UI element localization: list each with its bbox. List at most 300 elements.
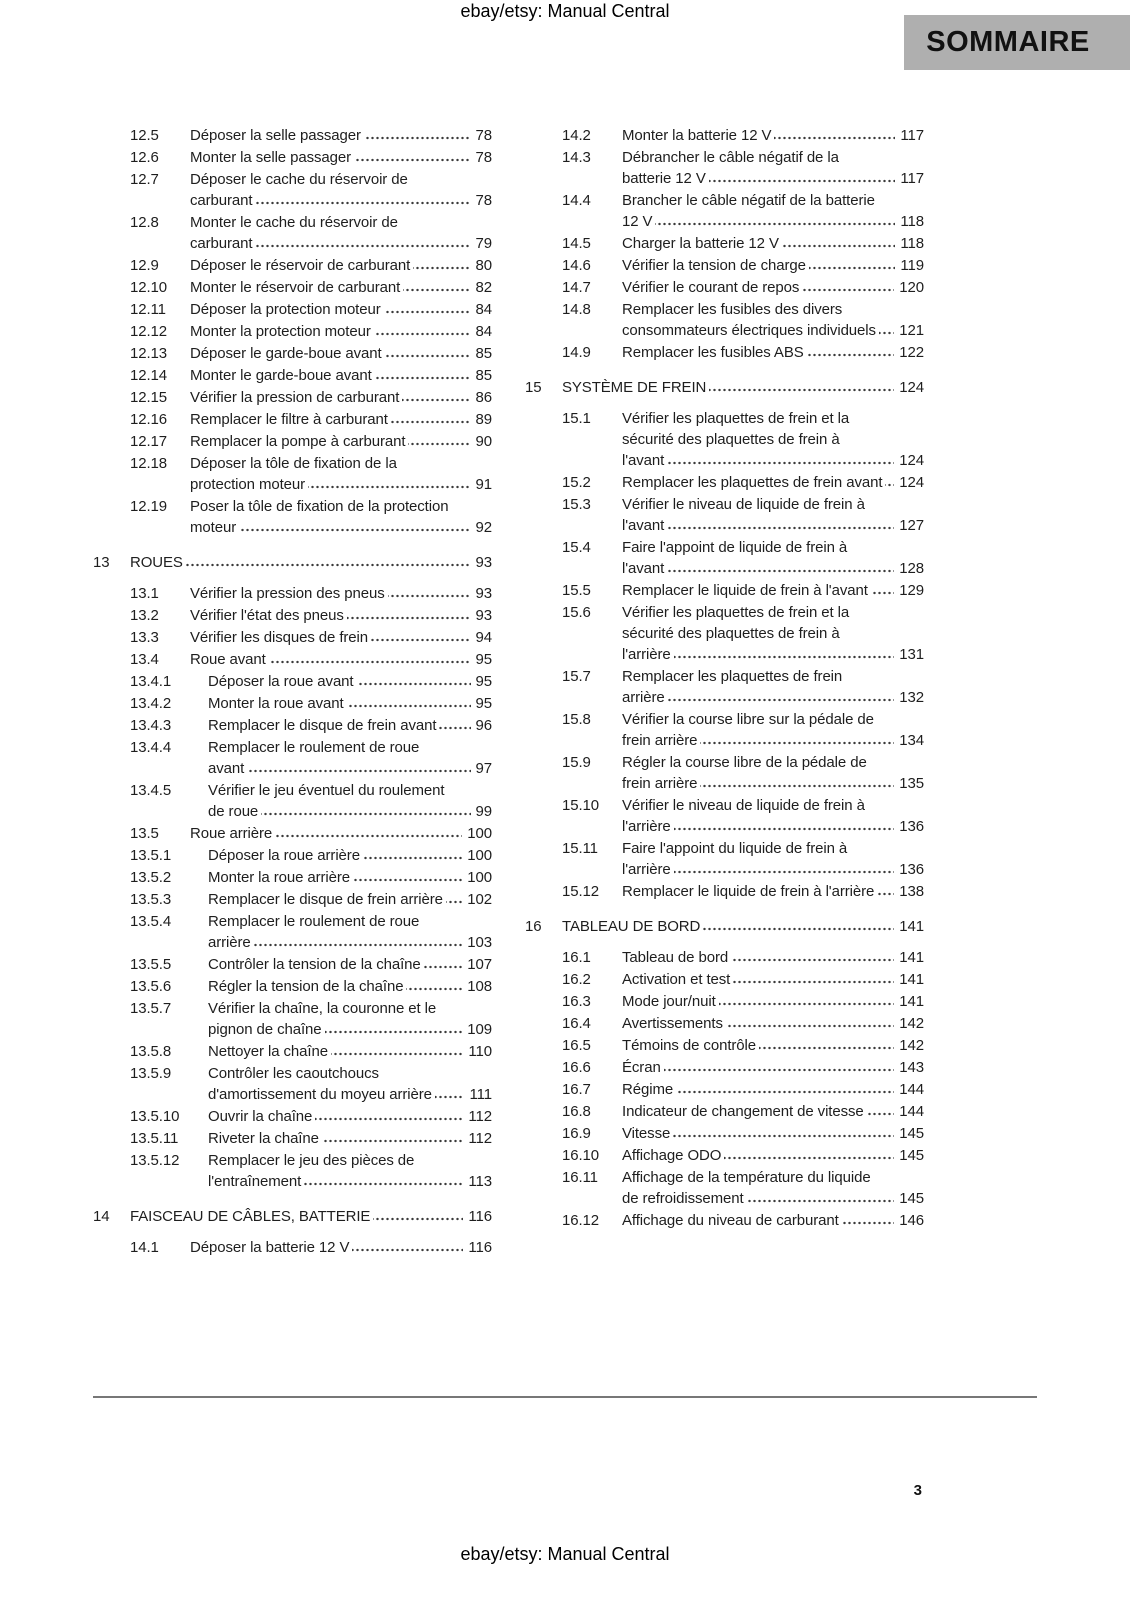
toc-entry-body — [622, 991, 924, 1012]
toc-entry-row — [525, 1035, 924, 1056]
toc-entry-title: Monter la protection moteur — [190, 323, 374, 340]
toc-entry-row — [93, 911, 492, 953]
toc-entry-row — [525, 125, 924, 146]
toc-entry-number: 14.8 — [562, 301, 591, 318]
toc-entry-page: 144 — [894, 1079, 924, 1100]
toc-entry-number: 12.15 — [130, 389, 168, 406]
toc-entry-title: Remplacer le jeu des pièces de l'entraînement — [208, 1152, 415, 1190]
toc-entry-number: 13.4.3 — [130, 717, 172, 734]
toc-entry-title: Contrôler les caoutchoucs d'amortissement du moyeu arrière — [208, 1065, 435, 1103]
toc-entry-number: 13.5.10 — [130, 1108, 180, 1125]
toc-entry-number: 14.9 — [562, 344, 591, 361]
toc-entry-page: 110 — [463, 1041, 492, 1062]
toc-entry-number: 13.5.3 — [130, 891, 172, 908]
toc-entry-page: 143 — [894, 1057, 924, 1078]
toc-entry-title: Mode jour/nuit — [622, 993, 719, 1010]
toc-entry-page: 119 — [895, 255, 924, 276]
toc-entry-body — [622, 1167, 924, 1209]
toc-entry-number: 13.4 — [130, 651, 159, 668]
toc-entry-page: 93 — [471, 552, 493, 573]
toc-entry-title: Remplacer la pompe à carburant — [190, 433, 408, 450]
toc-entry-page: 141 — [894, 947, 924, 968]
toc-entry-page: 141 — [894, 991, 924, 1012]
toc-entry-body — [208, 1106, 492, 1127]
toc-entry-page: 144 — [894, 1101, 924, 1122]
toc-entry-title: Vérifier le courant de repos — [622, 279, 802, 296]
toc-entry-title: Riveter la chaîne — [208, 1130, 322, 1147]
toc-entry-title: Remplacer les plaquettes de frein arrière — [622, 668, 843, 706]
toc-entry-number: 13.4.5 — [130, 782, 172, 799]
toc-entry-number: 16.12 — [562, 1212, 600, 1229]
toc-entry-page: 117 — [895, 125, 924, 146]
toc-entry-page: 142 — [894, 1035, 924, 1056]
toc-entry-number: 16.2 — [562, 971, 591, 988]
toc-entry-body — [190, 365, 492, 386]
toc-entry-number: 15.3 — [562, 496, 591, 513]
toc-entry-row — [93, 737, 492, 779]
toc-entry-body — [622, 881, 924, 902]
toc-entry-body — [622, 1101, 924, 1122]
toc-entry-title: Monter le réservoir de carburant — [190, 279, 403, 296]
toc-entry-body — [562, 916, 924, 937]
toc-entry-title: Régler la course libre de la pédale de frein arrière — [622, 754, 867, 792]
toc-entry-title: Remplacer le liquide de frein à l'arrière — [622, 883, 877, 900]
toc-entry-number: 13 — [93, 554, 110, 571]
toc-entry-title: Remplacer le liquide de frein à l'avant — [622, 582, 871, 599]
toc-entry-row — [93, 255, 492, 276]
toc-entry-row — [525, 494, 924, 536]
toc-entry-page: 90 — [471, 431, 493, 452]
toc-entry-number: 16.5 — [562, 1037, 591, 1054]
toc-entry-page: 95 — [471, 649, 493, 670]
toc-entry-body — [622, 1035, 924, 1056]
toc-entry-number: 15.1 — [562, 410, 591, 427]
toc-entry-row — [93, 649, 492, 670]
toc-entry-row — [525, 277, 924, 298]
page-header-title: ebay/etsy: Manual Central — [460, 1, 670, 21]
toc-entry-title: Affichage de la température du liquide de refroidissement — [622, 1169, 871, 1207]
toc-entry-page: 131 — [894, 644, 924, 665]
toc-entry-row — [93, 125, 492, 146]
toc-entry-row — [525, 969, 924, 990]
toc-entry-title: Monter la roue arrière — [208, 869, 353, 886]
toc-entry-row — [93, 1106, 492, 1127]
toc-entry-title: Remplacer les plaquettes de frein avant — [622, 474, 885, 491]
toc-entry-page: 141 — [894, 969, 924, 990]
toc-entry-row — [93, 671, 492, 692]
toc-entry-row — [525, 147, 924, 189]
toc-entry-page: 84 — [471, 299, 493, 320]
toc-entry-row — [93, 823, 492, 844]
toc-content — [93, 125, 925, 1259]
toc-entry-body — [190, 605, 492, 626]
toc-entry-row — [93, 605, 492, 626]
toc-entry-title: Faire l'appoint du liquide de frein à l'arrière — [622, 840, 848, 878]
toc-entry-number: 13.5.12 — [130, 1152, 180, 1169]
toc-entry-body — [208, 780, 492, 822]
toc-entry-title: Déposer le cache du réservoir de carburant — [190, 171, 408, 209]
toc-entry-title: Régler la tension de la chaîne — [208, 978, 406, 995]
toc-entry-page: 78 — [471, 125, 493, 146]
toc-entry-row — [525, 795, 924, 837]
toc-entry-page: 118 — [895, 211, 924, 232]
toc-entry-body — [622, 580, 924, 601]
toc-entry-page: 124 — [894, 450, 924, 471]
toc-entry-page: 145 — [894, 1123, 924, 1144]
toc-entry-number: 15 — [525, 379, 542, 396]
toc-entry-page: 102 — [462, 889, 492, 910]
toc-entry-title: ROUES — [130, 554, 186, 571]
toc-entry-title: Affichage du niveau de carburant — [622, 1212, 842, 1229]
toc-entry-number: 15.8 — [562, 711, 591, 728]
toc-entry-body — [190, 496, 492, 538]
toc-entry-body — [622, 299, 924, 341]
toc-entry-title: Déposer le réservoir de carburant — [190, 257, 413, 274]
toc-entry-row — [525, 537, 924, 579]
toc-entry-body — [622, 190, 924, 232]
toc-entry-title: Déposer la protection moteur — [190, 301, 384, 318]
toc-entry-body — [622, 795, 924, 837]
toc-entry-row — [93, 1063, 492, 1105]
toc-entry-title: Ouvrir la chaîne — [208, 1108, 315, 1125]
toc-entry-body — [190, 169, 492, 211]
toc-entry-number: 13.4.4 — [130, 739, 172, 756]
toc-entry-title: Remplacer les fusibles des divers consommateurs électriques individuels — [622, 301, 879, 339]
toc-entry-title: Monter le cache du réservoir de carburant — [190, 214, 398, 252]
toc-entry-title: Nettoyer la chaîne — [208, 1043, 331, 1060]
toc-entry-title: Remplacer le roulement de roue arrière — [208, 913, 420, 951]
toc-entry-body — [622, 969, 924, 990]
toc-entry-body — [622, 838, 924, 880]
toc-entry-title: Roue arrière — [190, 825, 275, 842]
toc-entry-page: 78 — [471, 190, 493, 211]
toc-entry-number: 12.10 — [130, 279, 168, 296]
toc-entry-page: 142 — [894, 1013, 924, 1034]
toc-entry-row — [525, 1057, 924, 1078]
toc-entry-page: 96 — [471, 715, 493, 736]
toc-entry-page: 78 — [471, 147, 493, 168]
toc-entry-title: Remplacer le disque de frein avant — [208, 717, 439, 734]
toc-entry-title: Remplacer les fusibles ABS — [622, 344, 807, 361]
toc-entry-row — [525, 342, 924, 363]
toc-entry-page: 146 — [894, 1210, 924, 1231]
toc-entry-body — [622, 947, 924, 968]
toc-entry-title: Remplacer le roulement de roue avant — [208, 739, 420, 777]
toc-entry-body — [622, 233, 924, 254]
toc-column-right — [525, 125, 924, 1259]
toc-entry-row — [93, 1128, 492, 1149]
toc-column-left — [93, 125, 492, 1259]
toc-entry-page: 145 — [894, 1145, 924, 1166]
toc-entry-row — [93, 169, 492, 211]
toc-entry-page: 108 — [462, 976, 492, 997]
toc-entry-title: Débrancher le câble négatif de la batterie 12 V — [622, 149, 839, 187]
toc-entry-page: 128 — [894, 558, 924, 579]
toc-entry-body — [622, 666, 924, 708]
toc-entry-title: Tableau de bord — [622, 949, 731, 966]
toc-entry-body — [562, 377, 924, 398]
toc-entry-number: 12.16 — [130, 411, 168, 428]
toc-entry-title: Vitesse — [622, 1125, 673, 1142]
toc-entry-body — [622, 342, 924, 363]
toc-entry-row — [93, 1041, 492, 1062]
toc-entry-title: Vérifier la course libre sur la pédale de frein arrière — [622, 711, 874, 749]
toc-entry-body — [622, 494, 924, 536]
toc-entry-number: 14.4 — [562, 192, 591, 209]
toc-entry-title: Écran — [622, 1059, 664, 1076]
toc-entry-page: 84 — [471, 321, 493, 342]
toc-entry-page: 138 — [894, 881, 924, 902]
toc-entry-row — [93, 387, 492, 408]
toc-entry-body — [190, 255, 492, 276]
toc-entry-row — [93, 277, 492, 298]
toc-entry-row — [93, 321, 492, 342]
toc-entry-number: 13.5.11 — [130, 1130, 179, 1147]
toc-entry-title: Contrôler la tension de la chaîne — [208, 956, 424, 973]
toc-entry-number: 12.7 — [130, 171, 159, 188]
toc-entry-row — [93, 147, 492, 168]
toc-entry-row — [93, 212, 492, 254]
toc-entry-page: 85 — [471, 365, 493, 386]
toc-entry-number: 13.4.2 — [130, 695, 172, 712]
toc-entry-page: 145 — [894, 1188, 924, 1209]
toc-entry-body — [208, 998, 492, 1040]
toc-entry-body — [622, 277, 924, 298]
page-footer-title: ebay/etsy: Manual Central — [460, 1544, 670, 1564]
toc-entry-page: 109 — [462, 1019, 492, 1040]
toc-entry-title: Roue avant — [190, 651, 269, 668]
page-number: 3 — [913, 1482, 922, 1499]
toc-entry-number: 16.3 — [562, 993, 591, 1010]
toc-entry-page: 113 — [463, 1171, 492, 1192]
toc-entry-row — [93, 889, 492, 910]
toc-entry-title: Déposer le garde-boue avant — [190, 345, 385, 362]
toc-entry-page: 92 — [471, 517, 493, 538]
toc-entry-number: 15.12 — [562, 883, 600, 900]
toc-entry-number: 12.17 — [130, 433, 168, 450]
toc-entry-number: 13.5.4 — [130, 913, 172, 930]
toc-entry-body — [190, 212, 492, 254]
toc-entry-body — [622, 472, 924, 493]
toc-entry-page: 103 — [462, 932, 492, 953]
toc-entry-title: Vérifier le jeu éventuel du roulement de roue — [208, 782, 445, 820]
toc-entry-number: 16.9 — [562, 1125, 591, 1142]
toc-chapter-row — [93, 1206, 492, 1227]
toc-entry-body — [190, 1237, 492, 1258]
toc-entry-row — [93, 583, 492, 604]
toc-entry-title: Déposer la roue arrière — [208, 847, 363, 864]
toc-entry-body — [622, 709, 924, 751]
toc-entry-title: Vérifier l'état des pneus — [190, 607, 347, 624]
toc-entry-body — [208, 911, 492, 953]
toc-entry-title: Indicateur de changement de vitesse — [622, 1103, 867, 1120]
toc-entry-body — [190, 277, 492, 298]
toc-entry-page: 141 — [894, 916, 924, 937]
toc-entry-title: Remplacer le disque de frein arrière — [208, 891, 446, 908]
toc-entry-number: 13.5.1 — [130, 847, 172, 864]
toc-entry-body — [208, 671, 492, 692]
toc-entry-number: 13.5.6 — [130, 978, 172, 995]
toc-entry-number: 12.13 — [130, 345, 168, 362]
toc-entry-title: SYSTÈME DE FREIN — [562, 379, 709, 396]
toc-entry-body — [130, 1206, 492, 1227]
toc-entry-number: 12.9 — [130, 257, 159, 274]
toc-entry-number: 13.5 — [130, 825, 159, 842]
toc-entry-body — [190, 409, 492, 430]
toc-entry-number: 14.5 — [562, 235, 591, 252]
toc-entry-title: Remplacer le filtre à carburant — [190, 411, 391, 428]
toc-entry-number: 12.8 — [130, 214, 159, 231]
toc-entry-page: 116 — [463, 1206, 492, 1227]
toc-entry-body — [208, 1041, 492, 1062]
toc-entry-page: 122 — [894, 342, 924, 363]
toc-entry-body — [208, 1150, 492, 1192]
toc-entry-row — [93, 496, 492, 538]
toc-entry-number: 15.9 — [562, 754, 591, 771]
toc-entry-number: 13.5.9 — [130, 1065, 172, 1082]
toc-entry-row — [525, 602, 924, 665]
toc-entry-body — [622, 1079, 924, 1100]
sommaire-label: SOMMAIRE — [926, 26, 1090, 58]
toc-entry-page: 86 — [471, 387, 493, 408]
toc-entry-number: 16.4 — [562, 1015, 591, 1032]
toc-entry-page: 85 — [471, 343, 493, 364]
toc-entry-number: 13.5.2 — [130, 869, 172, 886]
toc-entry-row — [525, 233, 924, 254]
toc-entry-title: Affichage ODO — [622, 1147, 724, 1164]
toc-entry-number: 14.3 — [562, 149, 591, 166]
toc-entry-body — [208, 889, 492, 910]
toc-entry-body — [622, 752, 924, 794]
toc-entry-title: Vérifier la chaîne, la couronne et le pignon de chaîne — [208, 1000, 437, 1038]
toc-entry-body — [208, 737, 492, 779]
toc-entry-body — [622, 1057, 924, 1078]
toc-entry-body — [190, 431, 492, 452]
toc-entry-title: Avertissements — [622, 1015, 726, 1032]
toc-entry-row — [93, 954, 492, 975]
toc-entry-body — [622, 602, 924, 665]
toc-entry-page: 100 — [462, 845, 492, 866]
toc-entry-page: 80 — [471, 255, 493, 276]
toc-entry-row — [93, 693, 492, 714]
toc-entry-number: 13.4.1 — [130, 673, 172, 690]
toc-entry-number: 13.1 — [130, 585, 159, 602]
toc-entry-body — [208, 954, 492, 975]
toc-entry-body — [622, 255, 924, 276]
toc-entry-title: Vérifier la tension de charge — [622, 257, 809, 274]
toc-entry-page: 118 — [895, 233, 924, 254]
toc-entry-number: 14.6 — [562, 257, 591, 274]
toc-entry-number: 16.6 — [562, 1059, 591, 1076]
toc-entry-number: 14.7 — [562, 279, 591, 296]
toc-entry-number: 12.5 — [130, 127, 159, 144]
toc-entry-row — [525, 299, 924, 341]
toc-entry-number: 14.2 — [562, 127, 591, 144]
toc-entry-row — [525, 947, 924, 968]
toc-entry-number: 12.19 — [130, 498, 168, 515]
toc-entry-number: 16.8 — [562, 1103, 591, 1120]
toc-entry-page: 95 — [471, 671, 493, 692]
toc-entry-title: Faire l'appoint de liquide de frein à l'avant — [622, 539, 848, 577]
toc-entry-page: 127 — [894, 515, 924, 536]
toc-entry-body — [622, 147, 924, 189]
toc-entry-body — [208, 845, 492, 866]
toc-entry-number: 16.10 — [562, 1147, 600, 1164]
toc-entry-page: 136 — [894, 816, 924, 837]
toc-entry-row — [93, 845, 492, 866]
toc-entry-number: 12.12 — [130, 323, 168, 340]
toc-entry-row — [93, 867, 492, 888]
toc-entry-title: Monter la selle passager — [190, 149, 354, 166]
toc-entry-row — [93, 715, 492, 736]
toc-entry-title: Monter la batterie 12 V — [622, 127, 774, 144]
toc-entry-number: 15.2 — [562, 474, 591, 491]
toc-entry-number: 16.7 — [562, 1081, 591, 1098]
toc-entry-body — [190, 343, 492, 364]
toc-entry-number: 15.5 — [562, 582, 591, 599]
toc-entry-title: Vérifier le niveau de liquide de frein à l'arrière — [622, 797, 865, 835]
toc-entry-body — [208, 976, 492, 997]
toc-entry-title: Vérifier les plaquettes de frein et la sécurité des plaquettes de frein à l'avant — [622, 410, 850, 469]
toc-entry-page: 112 — [463, 1128, 492, 1149]
toc-entry-title: Monter la roue avant — [208, 695, 347, 712]
toc-entry-page: 100 — [462, 823, 492, 844]
toc-entry-page: 129 — [894, 580, 924, 601]
toc-entry-title: Brancher le câble négatif de la batterie 12 V — [622, 192, 875, 230]
toc-entry-page: 93 — [471, 583, 493, 604]
toc-entry-title: Vérifier la pression de carburant — [190, 389, 402, 406]
toc-entry-row — [93, 998, 492, 1040]
toc-entry-body — [190, 649, 492, 670]
toc-entry-row — [525, 752, 924, 794]
toc-entry-page: 89 — [471, 409, 493, 430]
toc-entry-body — [622, 125, 924, 146]
toc-entry-body — [190, 583, 492, 604]
toc-entry-row — [525, 1123, 924, 1144]
toc-entry-title: TABLEAU DE BORD — [562, 918, 703, 935]
toc-entry-body — [208, 715, 492, 736]
toc-entry-title: Vérifier la pression des pneus — [190, 585, 388, 602]
toc-entry-row — [525, 838, 924, 880]
toc-entry-number: 14 — [93, 1208, 110, 1225]
toc-entry-title: FAISCEAU DE CÂBLES, BATTERIE — [130, 1208, 373, 1225]
toc-entry-page: 100 — [462, 867, 492, 888]
toc-entry-title: Déposer la tôle de fixation de la protection moteur — [190, 455, 397, 493]
toc-entry-body — [190, 627, 492, 648]
toc-entry-page: 116 — [463, 1237, 492, 1258]
toc-chapter-row — [525, 916, 924, 937]
toc-entry-title: Vérifier les disques de frein — [190, 629, 371, 646]
toc-entry-page: 120 — [894, 277, 924, 298]
toc-entry-row — [93, 365, 492, 386]
toc-entry-row — [525, 190, 924, 232]
toc-entry-row — [93, 431, 492, 452]
toc-chapter-row — [93, 552, 492, 573]
toc-entry-body — [208, 1063, 492, 1105]
toc-entry-row — [525, 709, 924, 751]
toc-entry-body — [190, 321, 492, 342]
toc-entry-page: 107 — [462, 954, 492, 975]
toc-entry-body — [208, 1128, 492, 1149]
toc-entry-body — [622, 408, 924, 471]
toc-entry-number: 15.7 — [562, 668, 591, 685]
toc-entry-number: 15.11 — [562, 840, 598, 857]
toc-entry-title: Monter le garde-boue avant — [190, 367, 375, 384]
toc-chapter-row — [525, 377, 924, 398]
toc-entry-number: 12.14 — [130, 367, 168, 384]
toc-entry-row — [93, 1237, 492, 1258]
toc-entry-number: 16.11 — [562, 1169, 598, 1186]
